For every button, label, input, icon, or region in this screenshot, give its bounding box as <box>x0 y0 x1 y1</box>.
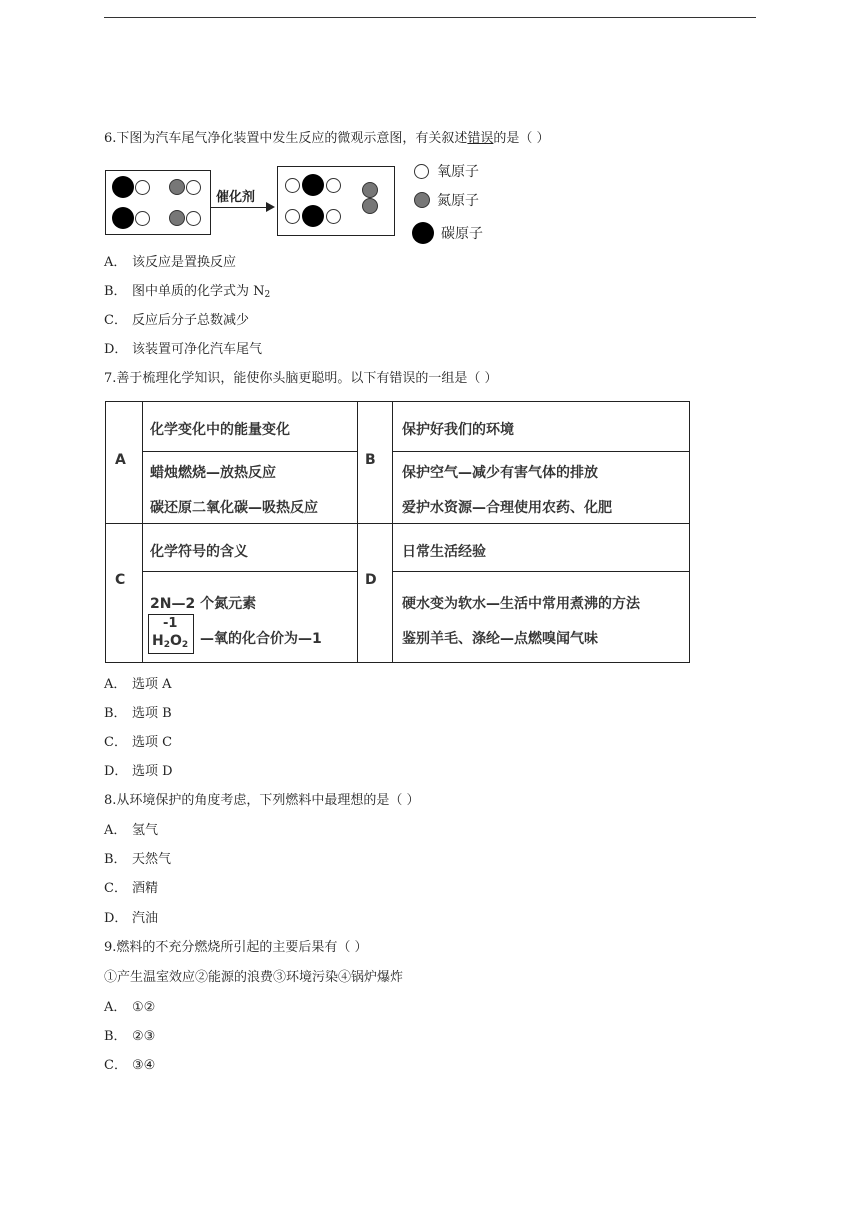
reactants-box <box>105 170 211 235</box>
cell-b-line1: 保护空气—减少有害气体的排放 <box>402 465 598 481</box>
knowledge-table <box>105 401 690 663</box>
q6-stem <box>104 131 550 147</box>
products-box <box>277 166 395 236</box>
reaction-arrow-head <box>266 202 275 212</box>
header-rule <box>104 17 756 18</box>
q8-option-b[interactable]: B． 天然气 <box>104 852 172 867</box>
legend-oxygen-label: 氧原子 <box>437 164 479 180</box>
carbon-atom <box>302 174 324 196</box>
q8-option-c[interactable]: C． 酒精 <box>104 881 159 896</box>
nitrogen-atom <box>362 182 378 198</box>
oxygen-atom <box>186 211 201 226</box>
q6-option-a[interactable]: A． 该反应是置换反应 <box>104 255 237 270</box>
q8-option-a[interactable]: A． 氢气 <box>104 823 159 838</box>
nitrogen-atom <box>362 198 378 214</box>
oxygen-atom <box>285 178 300 193</box>
legend-carbon-label: 碳原子 <box>441 226 483 242</box>
cell-a-line2: 碳还原二氧化碳—吸热反应 <box>150 500 318 516</box>
nitrogen-atom <box>169 179 185 195</box>
oxygen-atom <box>326 209 341 224</box>
oxygen-atom <box>285 209 300 224</box>
legend-oxygen-icon <box>414 164 429 179</box>
q7-option-d[interactable]: D． 选项 D <box>104 764 173 779</box>
cell-a-line1: 蜡烛燃烧—放热反应 <box>150 465 276 481</box>
oxygen-atom <box>186 180 201 195</box>
q8-stem: 8.从环境保护的角度考虑，下列燃料中最理想的是（ ） <box>104 793 420 808</box>
q6-option-c[interactable]: C． 反应后分子总数减少 <box>104 313 250 328</box>
peroxide-formula-box <box>148 614 194 654</box>
cell-a-title: 化学变化中的能量变化 <box>150 422 290 438</box>
q6-stem-text: 6.下图为汽车尾气净化装置中发生反应的微观示意图，有关叙述 <box>104 131 468 146</box>
cell-c-title: 化学符号的含义 <box>150 544 248 560</box>
q7-option-a[interactable]: A． 选项 A <box>104 677 172 692</box>
cell-d-label: D <box>365 572 377 588</box>
oxygen-atom <box>135 180 150 195</box>
q6-option-b[interactable]: B． 图中单质的化学式为 $N_2$ <box>104 284 271 300</box>
q9-option-c[interactable]: C． ③④ <box>104 1058 156 1073</box>
cell-d-title: 日常生活经验 <box>402 544 486 560</box>
h2o2-formula: $H_2O_2$ <box>152 633 189 650</box>
q9-stem: 9.燃料的不充分燃烧所引起的主要后果有（ ） <box>104 940 368 955</box>
cell-b-title: 保护好我们的环境 <box>402 422 514 438</box>
q9-option-b[interactable]: B． ②③ <box>104 1029 156 1044</box>
cell-c-line1: 2N—2 个氮元素 <box>150 596 257 612</box>
reaction-arrow-line <box>211 207 266 208</box>
cell-b-label: B <box>365 452 376 468</box>
q6-stem-underlined: 错误 <box>467 131 494 146</box>
legend-carbon-icon <box>412 222 434 244</box>
nitrogen-atom <box>169 210 185 226</box>
oxygen-atom <box>326 178 341 193</box>
carbon-atom <box>112 176 134 198</box>
q9-items: ①产生温室效应②能源的浪费③环境污染④锅炉爆炸 <box>104 970 404 985</box>
q6-option-d[interactable]: D． 该装置可净化汽车尾气 <box>104 342 263 357</box>
q8-option-d[interactable]: D． 汽油 <box>104 911 159 926</box>
q7-option-b[interactable]: B． 选项 B <box>104 706 172 721</box>
cell-d-line2: 鉴别羊毛、涤纶—点燃嗅闻气味 <box>402 631 598 647</box>
cell-c-label: C <box>115 572 126 588</box>
catalyst-label: 催化剂 <box>216 190 256 205</box>
carbon-atom <box>112 207 134 229</box>
q7-stem: 7.善于梳理化学知识，能使你头脑更聪明。以下有错误的一组是（ ） <box>104 371 498 386</box>
oxygen-atom <box>135 211 150 226</box>
legend-nitrogen-label: 氮原子 <box>437 193 479 209</box>
legend-nitrogen-icon <box>414 192 430 208</box>
valence-mark: -1 <box>163 616 178 631</box>
q9-option-a[interactable]: A． ①② <box>104 1000 156 1015</box>
cell-c-line2: —氧的化合价为—1 <box>200 631 322 647</box>
cell-b-line2: 爱护水资源—合理使用农药、化肥 <box>402 500 612 516</box>
cell-d-line1: 硬水变为软水—生活中常用煮沸的方法 <box>402 596 640 612</box>
carbon-atom <box>302 205 324 227</box>
q7-option-c[interactable]: C． 选项 C <box>104 735 173 750</box>
cell-a-label: A <box>115 452 126 468</box>
q6-stem-tail: 的是（ ） <box>493 131 550 146</box>
